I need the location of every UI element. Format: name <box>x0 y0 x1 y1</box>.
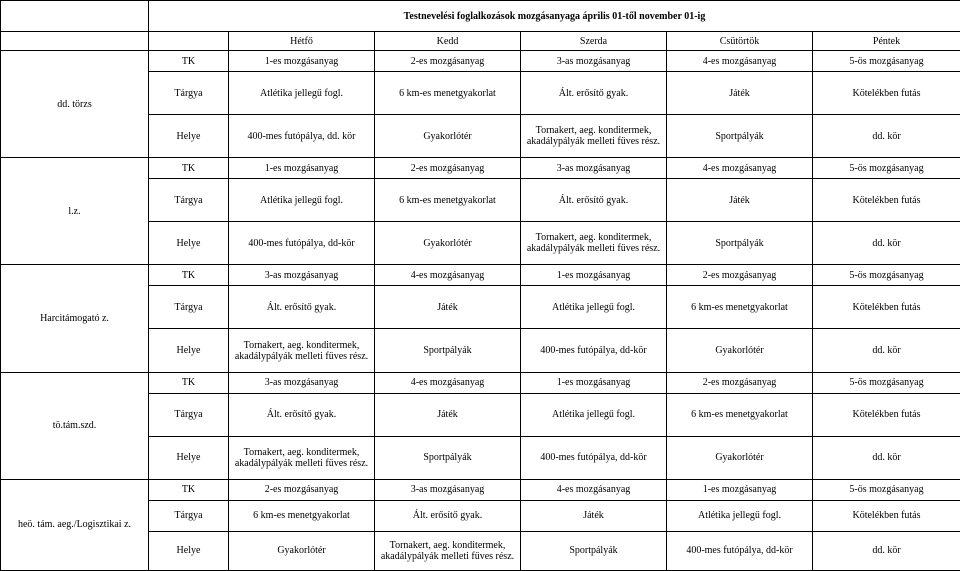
targya-cell: 6 km-es menetgyakorlat <box>667 393 813 436</box>
tk-cell: 5-ös mozgásanyag <box>813 51 960 72</box>
group-name: heö. tám. aeg./Logisztikai z. <box>1 479 149 570</box>
day-header: Hétfő <box>229 32 375 51</box>
group-name: dd. törzs <box>1 51 149 158</box>
tk-row <box>1 372 960 393</box>
targya-cell: Kötelékben futás <box>813 286 960 329</box>
tk-cell: 1-es mozgásanyag <box>229 51 375 72</box>
tk-cell: 4-es mozgásanyag <box>521 479 667 500</box>
helye-cell: Tornakert, aeg. konditermek, akadálypályák melleti füves rész. <box>229 436 375 479</box>
helye-cell: Gyakorlótér <box>667 329 813 372</box>
tk-row <box>1 265 960 286</box>
corner-blank <box>1 32 149 51</box>
row-label: Tárgya <box>149 500 229 531</box>
helye-cell: Tornakert, aeg. konditermek, akadálypályák melleti füves rész. <box>375 531 521 570</box>
tk-cell: 1-es mozgásanyag <box>667 479 813 500</box>
day-header: Csütörtök <box>667 32 813 51</box>
tk-cell: 2-es mozgásanyag <box>667 265 813 286</box>
targya-cell: 6 km-es menetgyakorlat <box>375 179 521 222</box>
targya-cell: 6 km-es menetgyakorlat <box>375 72 521 115</box>
row-label: TK <box>149 158 229 179</box>
targya-cell: Atlétika jellegű fogl. <box>667 500 813 531</box>
row-label: Tárgya <box>149 179 229 222</box>
helye-cell: Gyakorlótér <box>229 531 375 570</box>
tk-row <box>1 479 960 500</box>
day-header: Kedd <box>375 32 521 51</box>
tk-cell: 2-es mozgásanyag <box>667 372 813 393</box>
tk-cell: 1-es mozgásanyag <box>229 158 375 179</box>
row-label: TK <box>149 265 229 286</box>
helye-cell: 400-mes futópálya, dd-kör <box>667 531 813 570</box>
tk-cell: 5-ös mozgásanyag <box>813 265 960 286</box>
targya-cell: Játék <box>667 179 813 222</box>
targya-cell: Atlétika jellegű fogl. <box>229 72 375 115</box>
tk-cell: 5-ös mozgásanyag <box>813 372 960 393</box>
tk-cell: 4-es mozgásanyag <box>667 51 813 72</box>
tk-cell: 3-as mozgásanyag <box>375 479 521 500</box>
day-header: Szerda <box>521 32 667 51</box>
tk-row <box>1 51 960 72</box>
helye-cell: Gyakorlótér <box>375 222 521 265</box>
tk-row <box>1 158 960 179</box>
targya-cell: Ált. erősítő gyak. <box>521 72 667 115</box>
targya-cell: Játék <box>375 286 521 329</box>
helye-cell: Tornakert, aeg. konditermek, akadálypályák melleti füves rész. <box>229 329 375 372</box>
corner-blank <box>1 1 149 32</box>
page-title: Testnevelési foglalkozások mozgásanyaga április 01-től november 01-ig <box>149 1 960 32</box>
tk-cell: 2-es mozgásanyag <box>229 479 375 500</box>
tk-cell: 3-as mozgásanyag <box>521 51 667 72</box>
tk-cell: 3-as mozgásanyag <box>229 265 375 286</box>
row-label: Tárgya <box>149 72 229 115</box>
helye-cell: Sportpályák <box>375 329 521 372</box>
targya-cell: Játék <box>667 72 813 115</box>
row-label: Helye <box>149 115 229 158</box>
helye-cell: Sportpályák <box>521 531 667 570</box>
tk-cell: 2-es mozgásanyag <box>375 51 521 72</box>
helye-cell: Sportpályák <box>667 115 813 158</box>
helye-cell: Tornakert, aeg. konditermek, akadálypályák melleti füves rész. <box>521 115 667 158</box>
helye-cell: Sportpályák <box>667 222 813 265</box>
helye-cell: Sportpályák <box>375 436 521 479</box>
row-label: Helye <box>149 531 229 570</box>
row-label: TK <box>149 372 229 393</box>
row-label: Helye <box>149 222 229 265</box>
targya-cell: 6 km-es menetgyakorlat <box>667 286 813 329</box>
helye-cell: dd. kör <box>813 436 960 479</box>
tk-cell: 1-es mozgásanyag <box>521 372 667 393</box>
group-name: l.z. <box>1 158 149 265</box>
row-label: Helye <box>149 436 229 479</box>
targya-cell: 6 km-es menetgyakorlat <box>229 500 375 531</box>
targya-cell: Kötelékben futás <box>813 72 960 115</box>
targya-cell: Ált. erősítő gyak. <box>521 179 667 222</box>
helye-cell: 400-mes futópálya, dd-kör <box>229 222 375 265</box>
tk-cell: 4-es mozgásanyag <box>375 265 521 286</box>
group-name: tö.tám.szd. <box>1 372 149 479</box>
targya-cell: Kötelékben futás <box>813 179 960 222</box>
helye-cell: dd. kör <box>813 115 960 158</box>
day-header-blank <box>149 32 229 51</box>
tk-cell: 4-es mozgásanyag <box>667 158 813 179</box>
helye-cell: dd. kör <box>813 531 960 570</box>
targya-cell: Atlétika jellegű fogl. <box>521 286 667 329</box>
row-label: Helye <box>149 329 229 372</box>
tk-cell: 1-es mozgásanyag <box>521 265 667 286</box>
helye-cell: 400-mes futópálya, dd-kör <box>521 329 667 372</box>
targya-cell: Játék <box>375 393 521 436</box>
targya-cell: Kötelékben futás <box>813 500 960 531</box>
tk-cell: 5-ös mozgásanyag <box>813 158 960 179</box>
targya-cell: Ált. erősítő gyak. <box>229 393 375 436</box>
targya-cell: Ált. erősítő gyak. <box>229 286 375 329</box>
helye-cell: 400-mes futópálya, dd. kör <box>229 115 375 158</box>
helye-cell: Tornakert, aeg. konditermek, akadálypályák melleti füves rész. <box>521 222 667 265</box>
tk-cell: 5-ös mozgásanyag <box>813 479 960 500</box>
tk-cell: 3-as mozgásanyag <box>521 158 667 179</box>
day-header: Péntek <box>813 32 960 51</box>
helye-cell: dd. kör <box>813 222 960 265</box>
targya-cell: Játék <box>521 500 667 531</box>
targya-cell: Ált. erősítő gyak. <box>375 500 521 531</box>
helye-cell: 400-mes futópálya, dd-kör <box>521 436 667 479</box>
tk-cell: 2-es mozgásanyag <box>375 158 521 179</box>
helye-cell: Gyakorlótér <box>375 115 521 158</box>
tk-cell: 4-es mozgásanyag <box>375 372 521 393</box>
helye-cell: dd. kör <box>813 329 960 372</box>
targya-cell: Atlétika jellegű fogl. <box>229 179 375 222</box>
targya-cell: Atlétika jellegű fogl. <box>521 393 667 436</box>
row-label: Tárgya <box>149 286 229 329</box>
tk-cell: 3-as mozgásanyag <box>229 372 375 393</box>
row-label: Tárgya <box>149 393 229 436</box>
group-name: Harcitámogató z. <box>1 265 149 372</box>
helye-cell: Gyakorlótér <box>667 436 813 479</box>
row-label: TK <box>149 51 229 72</box>
row-label: TK <box>149 479 229 500</box>
targya-cell: Kötelékben futás <box>813 393 960 436</box>
